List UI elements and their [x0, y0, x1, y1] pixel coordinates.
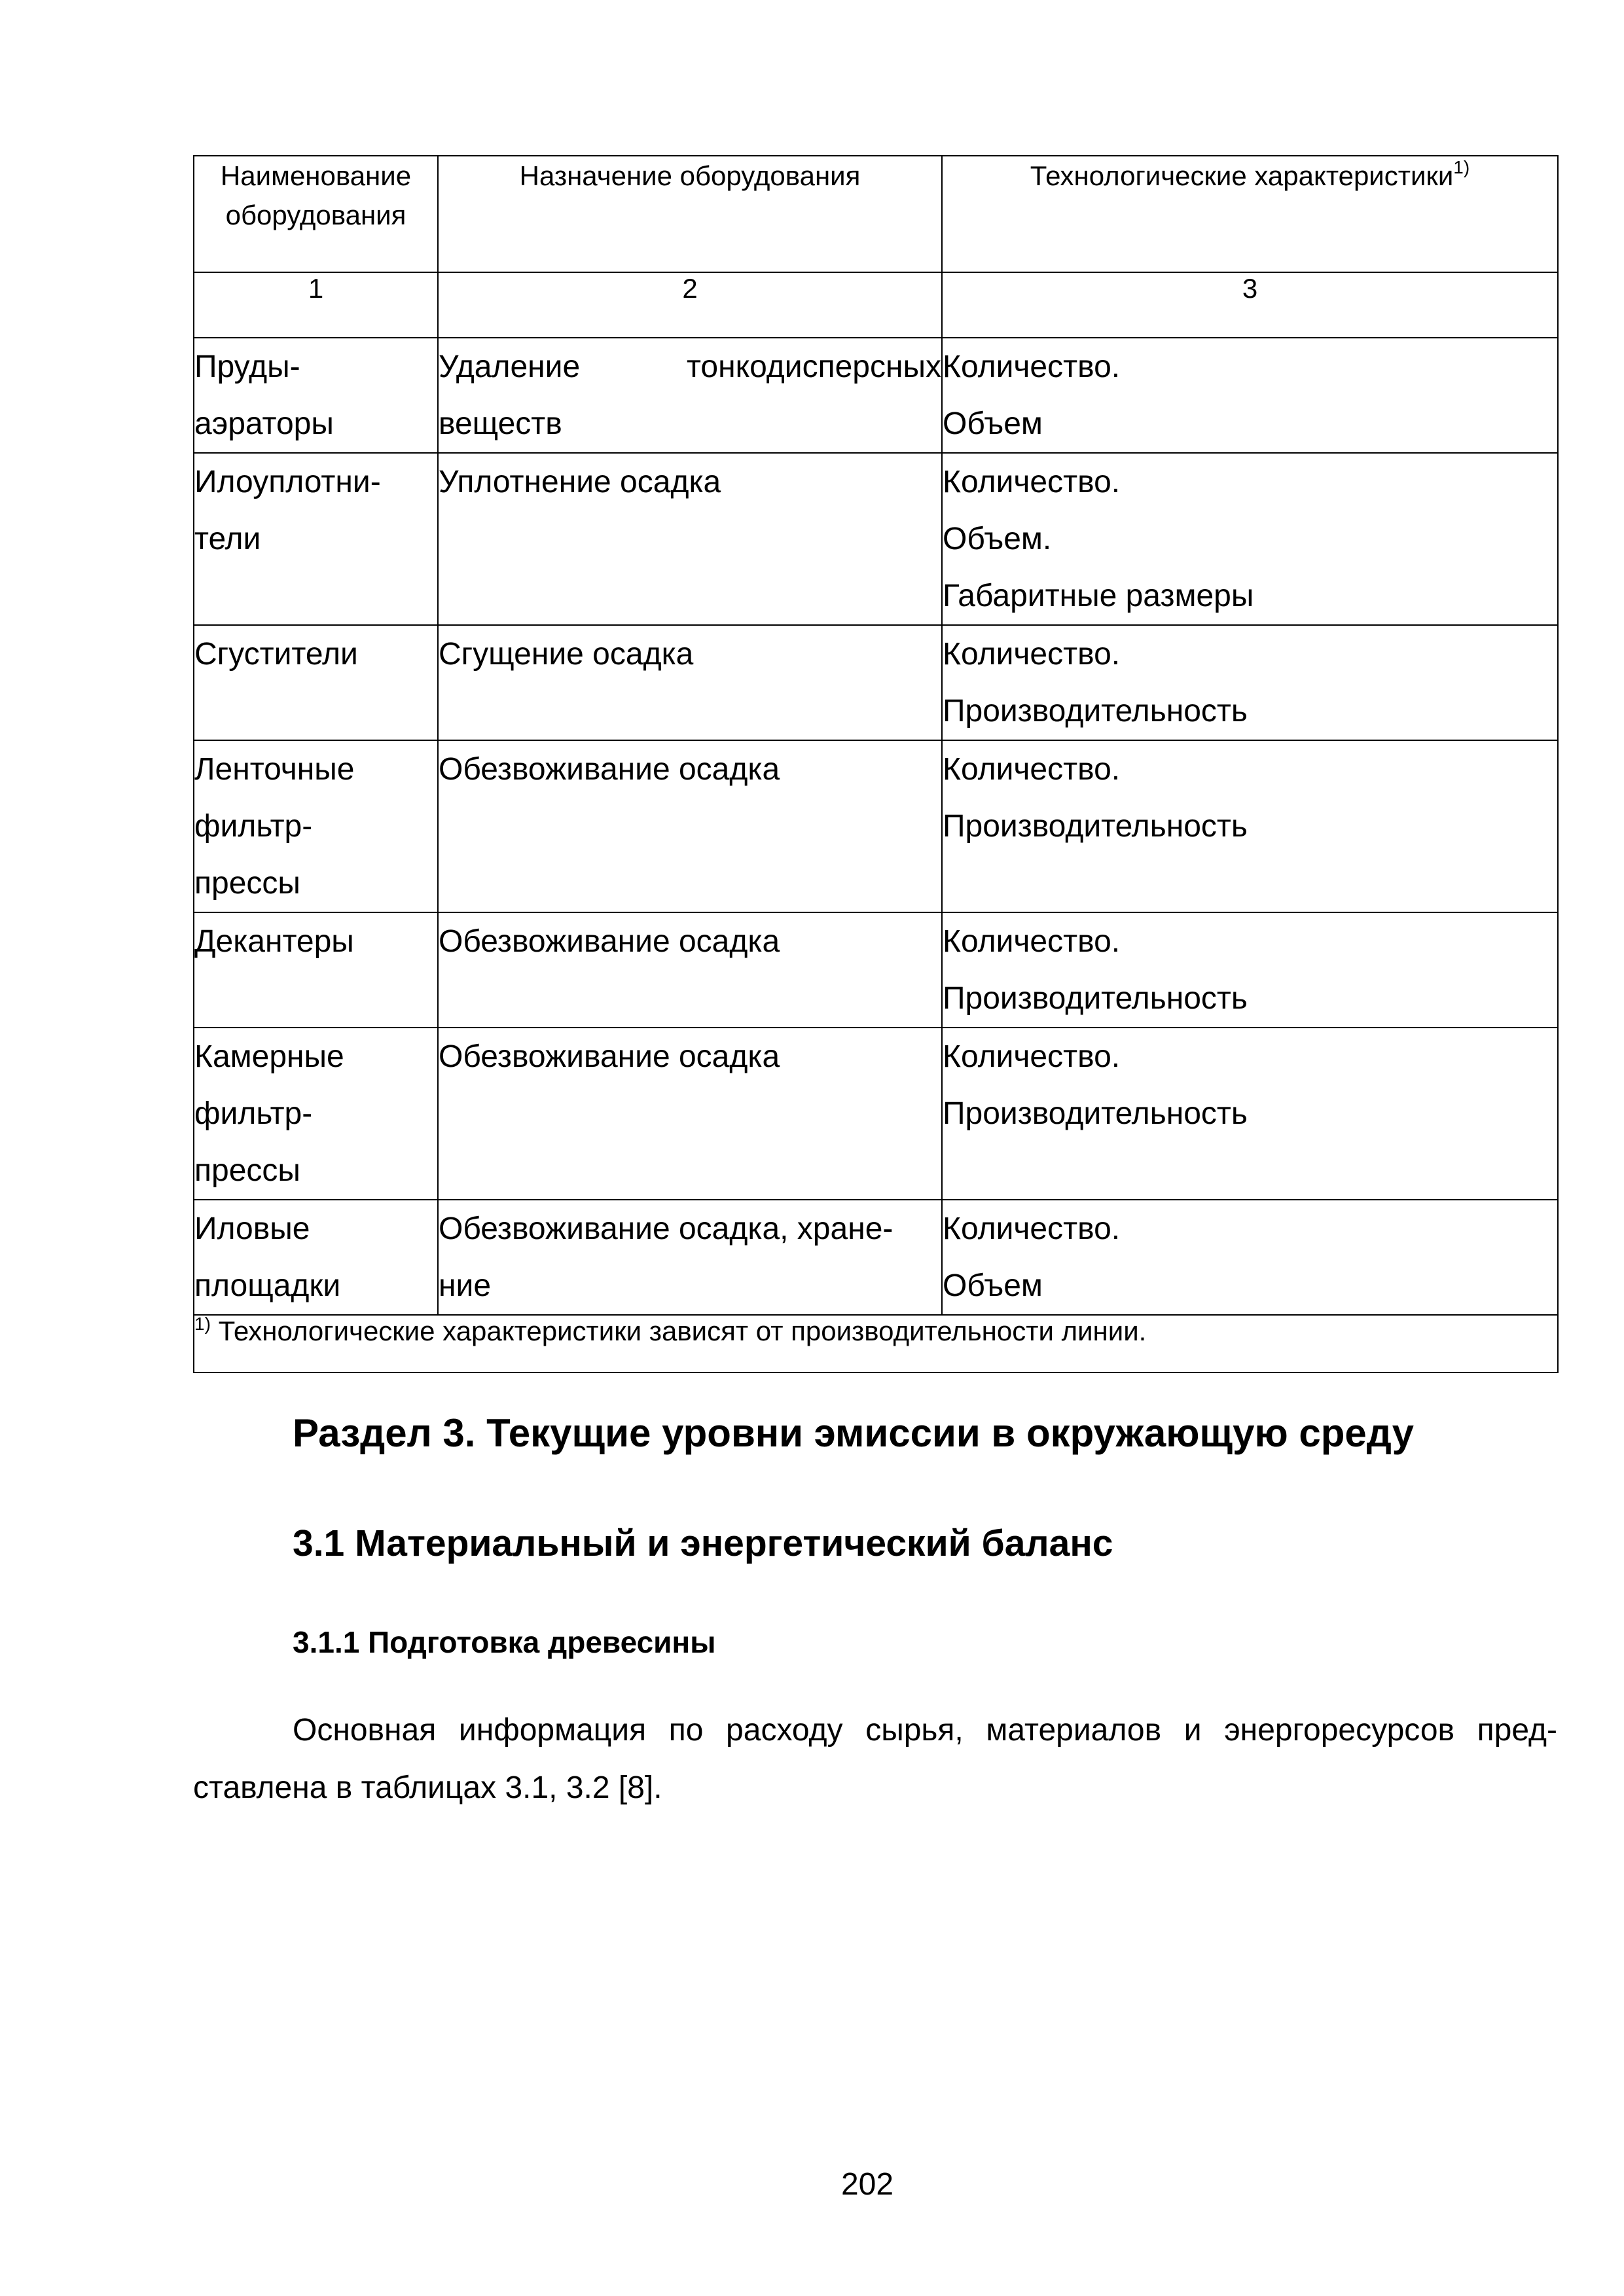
cell-line: фильтр-	[194, 1096, 313, 1131]
cell-purpose	[438, 1028, 942, 1200]
table-row	[194, 912, 1558, 1028]
cell-line: Декантеры	[194, 924, 354, 959]
header-equipment-purpose: Назначение оборудования	[438, 156, 942, 272]
cell-line: ние	[439, 1268, 492, 1303]
cell-name	[194, 1028, 438, 1200]
section-heading: Раздел 3. Текущие уровни эмиссии в окружающую среду	[293, 1411, 1414, 1455]
paragraph-word: пред-	[1477, 1713, 1557, 1748]
table-row	[194, 740, 1558, 912]
cell-line: Производительность	[943, 809, 1248, 844]
cell-specs	[942, 625, 1558, 740]
paragraph-line	[193, 1702, 1557, 1759]
paragraph-word: расходу	[726, 1713, 843, 1748]
cell-line	[439, 798, 941, 855]
cell-line: прессы	[194, 866, 300, 901]
header-tech-specs-text: Технологические характеристики	[1030, 160, 1454, 191]
column-number: 3	[942, 272, 1558, 338]
cell-name	[194, 625, 438, 740]
cell-line: Камерные	[194, 1039, 344, 1074]
cell-line: Количество.	[943, 465, 1121, 499]
cell-line: веществ	[439, 406, 562, 441]
paragraph-word: сырья,	[865, 1713, 964, 1748]
paragraph-word: и	[1183, 1713, 1202, 1748]
column-number: 2	[438, 272, 942, 338]
cell-name	[194, 453, 438, 625]
table-row	[194, 1200, 1558, 1315]
paragraph-line: ставлена в таблицах 3.1, 3.2 [8].	[193, 1770, 662, 1805]
cell-specs	[942, 740, 1558, 912]
cell-line: Пруды-	[194, 350, 300, 384]
cell-line	[439, 511, 941, 567]
cell-word: тонкодисперсных	[686, 350, 941, 384]
cell-line: Количество.	[943, 637, 1121, 672]
cell-line: Сгустители	[194, 637, 358, 672]
cell-name	[194, 1200, 438, 1315]
header-tech-specs	[942, 156, 1558, 272]
cell-line: аэраторы	[194, 406, 334, 441]
cell-line: Объем.	[943, 522, 1052, 556]
cell-line: Количество.	[943, 1211, 1121, 1246]
cell-name	[194, 740, 438, 912]
cell-line	[439, 683, 941, 740]
cell-line	[439, 1142, 941, 1199]
cell-line: площадки	[194, 1268, 341, 1303]
cell-specs	[942, 912, 1558, 1028]
cell-line: Обезвоживание осадка, хране-	[439, 1211, 893, 1246]
cell-line: прессы	[194, 1153, 300, 1188]
cell-line	[194, 970, 437, 1027]
table-row	[194, 625, 1558, 740]
cell-line: Количество.	[943, 1039, 1121, 1074]
cell-line	[439, 338, 941, 395]
cell-line: Количество.	[943, 752, 1121, 787]
footnote-marker: 1)	[194, 1314, 211, 1334]
paragraph-word: по	[668, 1713, 704, 1748]
paragraph-word: материалов	[986, 1713, 1162, 1748]
cell-purpose	[438, 338, 942, 453]
cell-specs	[942, 1028, 1558, 1200]
equipment-table	[193, 155, 1559, 1373]
table-row	[194, 1028, 1558, 1200]
table-column-numbers-row	[194, 272, 1558, 338]
cell-line: Производительность	[943, 1096, 1248, 1131]
cell-line: Илоуплотни-	[194, 465, 381, 499]
table-row	[194, 338, 1558, 453]
footnote-text: Технологические характеристики зависят от производительности линии.	[218, 1316, 1147, 1346]
cell-line: Ленточные	[194, 752, 355, 787]
cell-line	[943, 855, 1557, 912]
cell-line: Производительность	[943, 694, 1248, 728]
cell-line: тели	[194, 522, 261, 556]
cell-line	[439, 855, 941, 912]
cell-line: Обезвоживание осадка	[439, 924, 780, 959]
cell-line: Объем	[943, 1268, 1043, 1303]
cell-line	[194, 567, 437, 624]
column-number: 1	[194, 272, 438, 338]
cell-name	[194, 338, 438, 453]
cell-line	[194, 683, 437, 740]
paragraph-word: Основная	[293, 1713, 437, 1748]
header-equipment-name: Наименование оборудования	[194, 156, 438, 272]
cell-line: Производительность	[943, 981, 1248, 1016]
cell-line: Сгущение осадка	[439, 637, 694, 672]
cell-line: Количество.	[943, 350, 1121, 384]
cell-line: Габаритные размеры	[943, 579, 1254, 613]
cell-line	[943, 1142, 1557, 1199]
footnote-marker: 1)	[1453, 157, 1470, 177]
cell-line: Обезвоживание осадка	[439, 752, 780, 787]
cell-line: Количество.	[943, 924, 1121, 959]
cell-line: Уплотнение осадка	[439, 465, 721, 499]
table-header-row	[194, 156, 1558, 272]
cell-line: Обезвоживание осадка	[439, 1039, 780, 1074]
cell-line: Иловые	[194, 1211, 310, 1246]
table-footnote	[194, 1315, 1558, 1372]
table-footnote-row	[194, 1315, 1558, 1372]
page-number: 202	[840, 2167, 894, 2202]
cell-purpose	[438, 1200, 942, 1315]
subsubsection-heading: 3.1.1 Подготовка древесины	[293, 1625, 716, 1659]
cell-specs	[942, 338, 1558, 453]
cell-purpose	[438, 625, 942, 740]
body-paragraph	[193, 1702, 1557, 1817]
cell-purpose	[438, 740, 942, 912]
cell-line	[439, 1085, 941, 1142]
paragraph-word: информация	[458, 1713, 647, 1748]
cell-purpose	[438, 912, 942, 1028]
paragraph-word: энергоресурсов	[1224, 1713, 1455, 1748]
cell-line	[439, 567, 941, 624]
table-row	[194, 453, 1558, 625]
cell-name	[194, 912, 438, 1028]
cell-purpose	[438, 453, 942, 625]
subsection-heading: 3.1 Материальный и энергетический баланс	[293, 1522, 1113, 1564]
cell-line: Объем	[943, 406, 1043, 441]
cell-specs	[942, 1200, 1558, 1315]
cell-line	[439, 970, 941, 1027]
cell-word: Удаление	[439, 350, 581, 384]
cell-specs	[942, 453, 1558, 625]
cell-line: фильтр-	[194, 809, 313, 844]
